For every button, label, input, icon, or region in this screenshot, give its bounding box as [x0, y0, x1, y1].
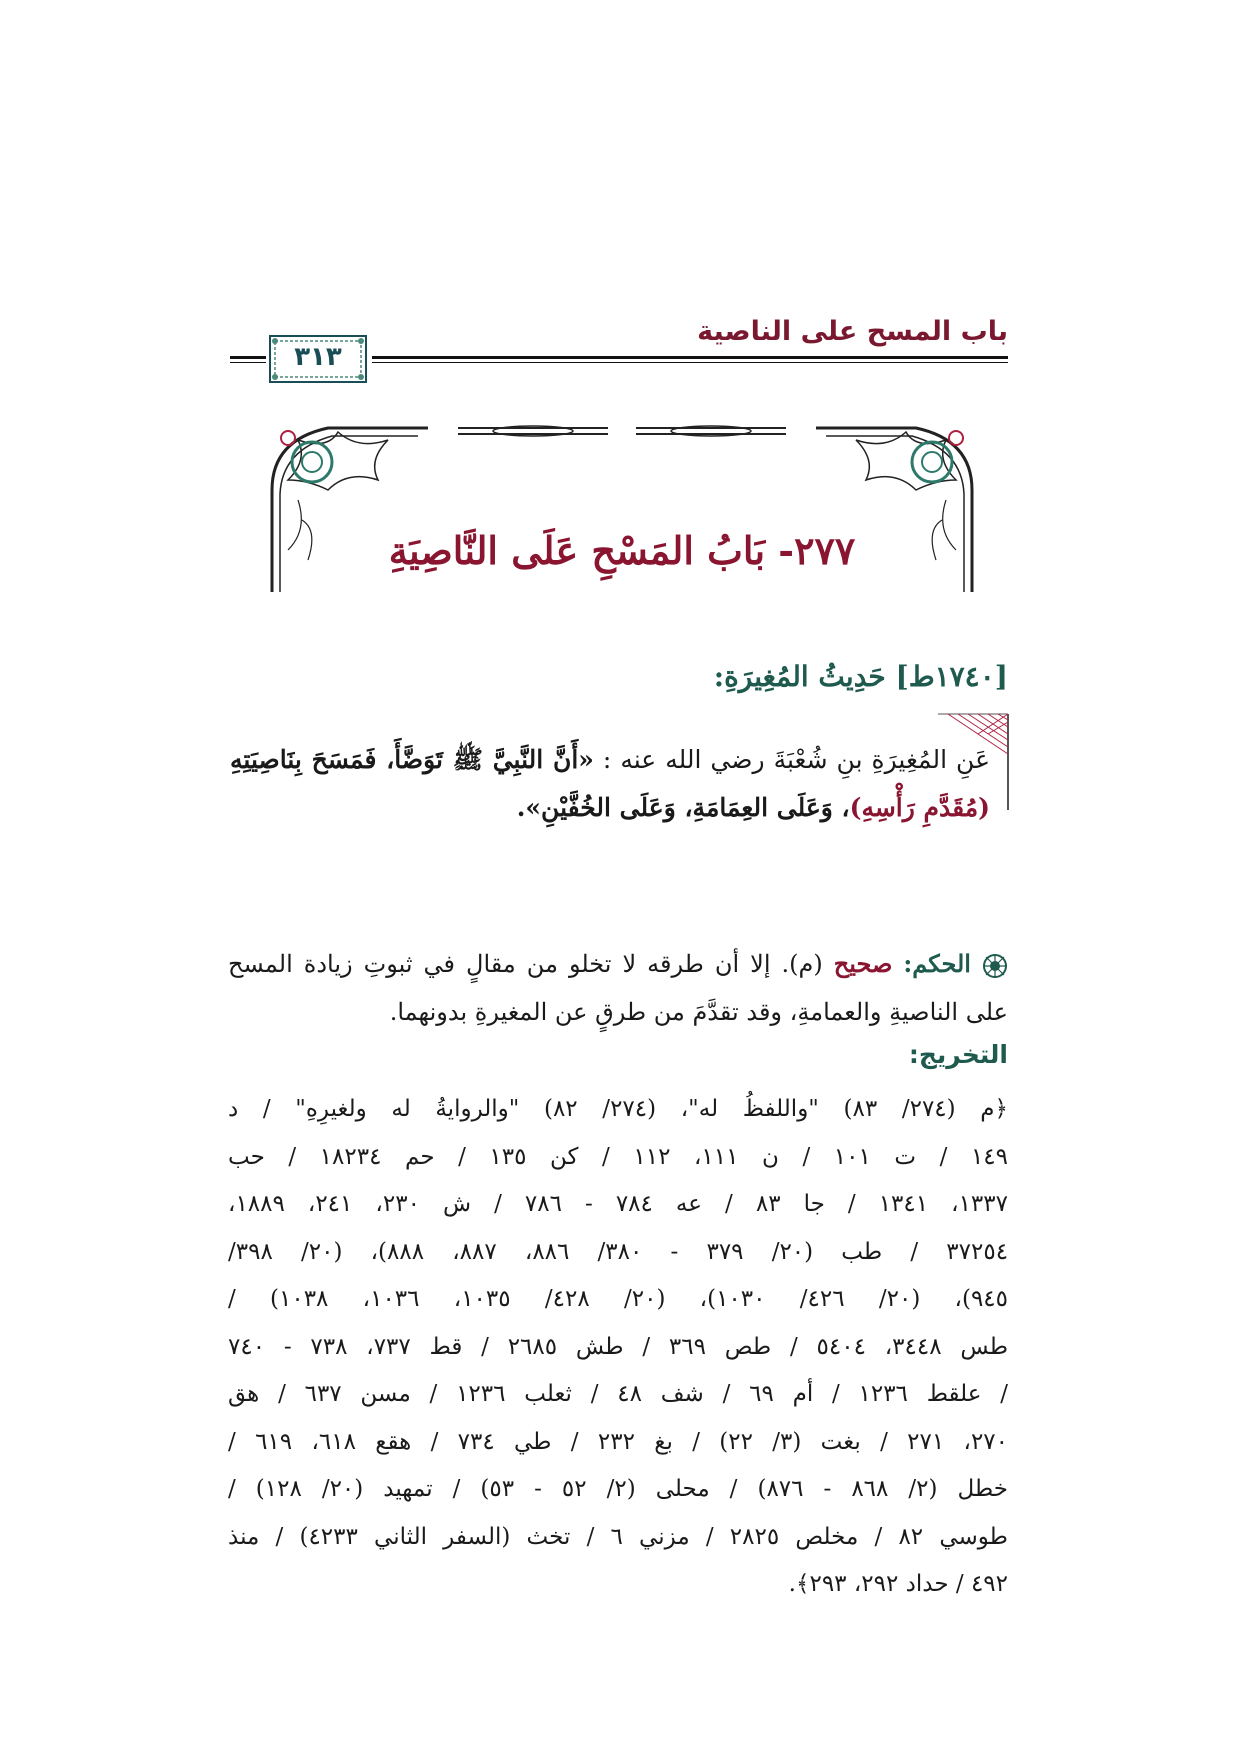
page-number: ٣١٣ — [294, 342, 342, 372]
running-title: باب المسح على الناصية — [697, 316, 1008, 347]
takhrij-line: ٣٧٢٥٤ / طب (٢٠/ ٣٧٩ - ٣٨٠/ ٨٨٦، ٨٨٧، ٨٨٨)، (٢٠/ ٣٩٨/ — [228, 1238, 1009, 1265]
takhrij-line: ١٤٩ / ت ١٠١ / ن ١١١، ١١٢ / كن ١٣٥ / حم ١٨٢٣٤ / حب — [228, 1143, 1008, 1170]
takhrij-line: طوسي ٨٢ / مخلص ٢٨٢٥ / مزني ٦ / تخث (السفر الثاني ٤٢٣٣) / منذ — [228, 1523, 1008, 1550]
header-rule-left — [230, 356, 266, 359]
takhrij-line: ١٣٣٧، ١٣٤١ / جا ٨٣ / عه ٧٨٤ - ٧٨٦ / ش ٢٣٠، ٢٤١، ١٨٨٩، — [228, 1191, 1008, 1217]
hadith-quote-highlight: (مُقَدَّمِ رَأْسِهِ) — [849, 793, 990, 822]
hadith-quote-end: ، وَعَلَى العِمَامَةِ، وَعَلَى الخُفَّيْنِ». — [516, 793, 850, 822]
narrator-intro: عَنِ المُغِيرَةِ بنِ شُعْبَةَ رضي الله عنه : — [593, 745, 990, 774]
takhrij-line: ٤٩٢ / حداد ٢٩٢، ٢٩٣﴾. — [788, 1571, 1008, 1597]
flower-ornament-icon — [982, 953, 1008, 979]
header-rule-thin — [372, 362, 1008, 363]
header-rule — [372, 356, 1008, 359]
hukm-label: الحكم: — [903, 949, 971, 978]
takhrij-label: التخريج: — [908, 1040, 1008, 1069]
hadith-quote-main: «أَنَّ النَّبِيَّ ﷺ تَوَضَّأَ، فَمَسَحَ بِنَاصِيَتِهِ — [230, 745, 594, 774]
takhrij-line: ٢٧٠، ٢٧١ / بغت (٣/ ٢٢) / بغ ٢٣٢ / طي ٧٣٤ / هقع ٦١٨، ٦١٩ / — [228, 1428, 1009, 1455]
takhrij-line: طس ٣٤٤٨، ٥٤٠٤ / طص ٣٦٩ / طش ٢٦٨٥ / قط ٧٣٧، ٧٣٨ - ٧٤٠ — [228, 1333, 1009, 1360]
chapter-title: ٢٧٧- بَابُ المَسْحِ عَلَى النَّاصِيَةِ — [388, 528, 856, 573]
hadith-heading: [١٧٤٠ط] حَدِيثُ المُغِيرَةِ: — [713, 660, 1008, 693]
header-rule-left-thin — [230, 362, 266, 363]
hadith-text — [230, 736, 990, 832]
takhrij-line: / علقط ١٢٣٦ / أم ٦٩ / شف ٤٨ / ثعلب ١٢٣٦ / مسن ٦٣٧ / هق — [228, 1381, 1009, 1407]
takhrij-line: ٩٤٥)، (٢٠/ ٤٢٦/ ١٠٣٠)، (٢٠/ ٤٢٨/ ١٠٣٥، ١٠٣٦، ١٠٣٨) / — [228, 1286, 1009, 1312]
hukm-grade: صحيح — [833, 949, 893, 978]
takhrij-line: خطل (٢/ ٨٦٨ - ٨٧٦) / محلى (٢/ ٥٢ - ٥٣) / تمهيد (٢٠/ ١٢٨) / — [228, 1476, 1008, 1502]
hukm-paragraph — [228, 940, 1008, 1036]
hukm-text: (م). إلا أن طرقه لا تخلو من مقالٍ في ثبوتِ زيادة المسح على الناصيةِ والعمامةِ، وقد تقدَّمَ من طرقٍ عن المغيرةِ بدونهما. — [228, 950, 1008, 1026]
takhrij-body — [228, 1086, 1008, 1609]
takhrij-line: ﴿م (٢٧٤/ ٨٣) "واللفظُ له"، (٢٧٤/ ٨٢) "والروايةُ له ولغيرِهِ" / د — [228, 1096, 1008, 1122]
